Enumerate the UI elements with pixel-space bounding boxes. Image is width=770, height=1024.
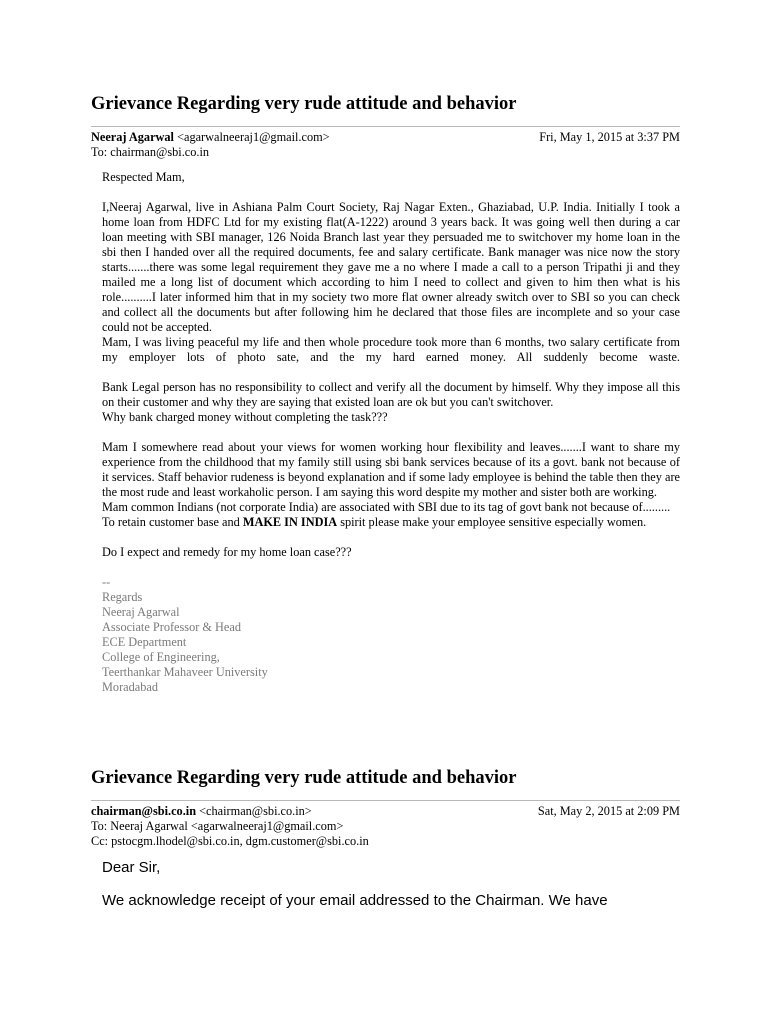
signature-line: Neeraj Agarwal xyxy=(102,605,180,619)
signature-line: ECE Department xyxy=(102,635,187,649)
email-subject: Grievance Regarding very rude attitude and behavior xyxy=(91,94,517,114)
sender xyxy=(91,804,312,819)
body-paragraph: To retain customer base and MAKE IN INDIA spirit please make your employee sensitive especially women. xyxy=(102,515,647,529)
body-paragraph: Mam, I was living peaceful my life and then whole procedure took more than 6 months, two salary certificate from my employer lots of photo sate, and the my hard earned money. All suddenly become waste. xyxy=(102,335,680,364)
email-header xyxy=(91,804,680,849)
sent-date: Sat, May 2, 2015 at 2:09 PM xyxy=(537,804,680,818)
signature-line: -- xyxy=(102,575,111,589)
salutation: Respected Mam, xyxy=(102,170,185,184)
sender-line xyxy=(91,804,680,819)
header-divider xyxy=(91,800,680,801)
body-paragraph: I,Neeraj Agarwal, live in Ashiana Palm Court Society, Raj Nagar Exten., Ghaziabad, U.P. India. Initially I took a home loan from HDFC Ltd for my existing flat(A-1222) around 3 years back. It was going well then during a car loan meeting with SBI manager, 126 Noida Branch last year they persuaded me to switchover my home loan in the sbi then I handed over all the required documents, fee and salary certificate. Bank manager was nice now the story starts.......there was some legal requirement they gave me a no where I made a call to a person Tripathi ji and they mailed me a long list of document which according to him I need to collect and given to him then what is his role..........I later informed him that in my society two more flat owner already switch over to SBI so you can check and collect all the documents but after following him he declared that those files are incomplete and so your case could not be accepted. xyxy=(102,200,680,334)
sent-date: Fri, May 1, 2015 at 3:37 PM xyxy=(539,130,680,144)
email-message-1 xyxy=(91,93,680,695)
sender xyxy=(91,130,330,145)
body-paragraph: Bank Legal person has no responsibility to collect and verify all the document by himself. Why they impose all this on their customer and why they are saying that existed loan are ok but you can't switchover. xyxy=(102,380,680,409)
salutation: Dear Sir, xyxy=(102,859,161,876)
email-body xyxy=(102,170,680,695)
sender-email[interactable]: <agarwalneeraj1@gmail.com> xyxy=(177,130,330,144)
body-paragraph: Mam common Indians (not corporate India) are associated with SBI due to its tag of govt bank not because of......... xyxy=(102,500,671,514)
sender-line xyxy=(91,130,680,145)
email-message-2 xyxy=(91,767,680,909)
cc-line: Cc: pstocgm.lhodel@sbi.co.in, dgm.customer@sbi.co.in xyxy=(91,834,369,848)
body-paragraph: Mam I somewhere read about your views for women working hour flexibility and leaves.......I want to share my experience from the childhood that my family still using sbi bank services because of its a govt. bank not because of it services. Staff behavior rudeness is beyond explanation and if some lady employee is behind the table then they are the most rude and least workaholic person. I am saying this word despite my mother and sister both are working. xyxy=(102,440,680,499)
signature-block xyxy=(102,575,680,695)
recipient-line: To: Neeraj Agarwal <agarwalneeraj1@gmail.com> xyxy=(91,819,344,833)
body-paragraph: Why bank charged money without completing the task??? xyxy=(102,410,388,424)
email-header xyxy=(91,130,680,160)
email-body xyxy=(102,859,680,909)
sender-email[interactable]: <chairman@sbi.co.in> xyxy=(199,804,312,818)
header-divider xyxy=(91,126,680,127)
signature-line: College of Engineering, xyxy=(102,650,220,664)
signature-line: Regards xyxy=(102,590,143,604)
sender-name[interactable]: chairman@sbi.co.in xyxy=(91,804,197,818)
body-paragraph: We acknowledge receipt of your email addressed to the Chairman. We have xyxy=(102,892,608,909)
signature-line: Associate Professor & Head xyxy=(102,620,241,634)
signature-line: Moradabad xyxy=(102,680,158,694)
signature-line: Teerthankar Mahaveer University xyxy=(102,665,268,679)
email-subject: Grievance Regarding very rude attitude and behavior xyxy=(91,768,517,788)
sender-name: Neeraj Agarwal xyxy=(91,130,174,144)
recipient-line: To: chairman@sbi.co.in xyxy=(91,145,210,159)
body-paragraph: Do I expect and remedy for my home loan case??? xyxy=(102,545,352,559)
make-in-india-emphasis: MAKE IN INDIA xyxy=(242,515,338,529)
